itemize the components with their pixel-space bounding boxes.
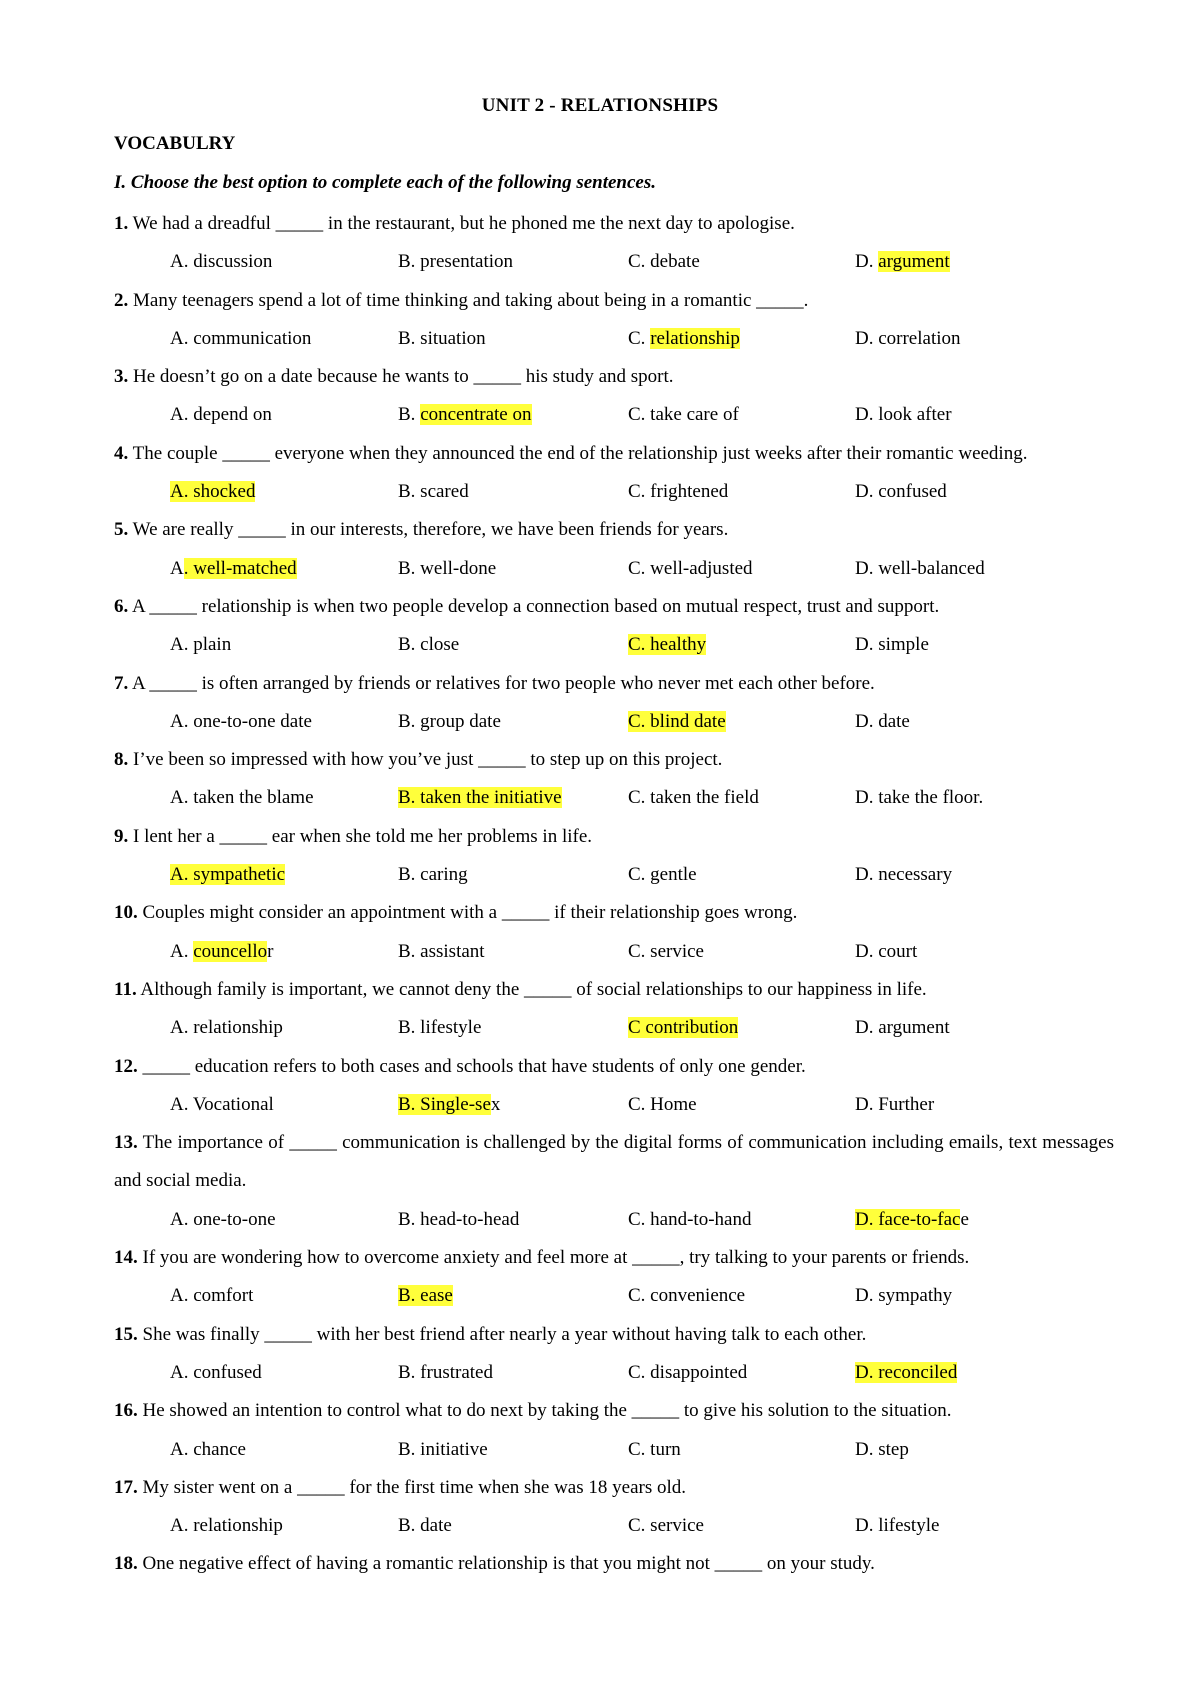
option-text: B. caring [398, 864, 468, 886]
option-row [114, 243, 1114, 281]
option-row [114, 396, 1114, 434]
option-b [398, 703, 501, 741]
option-text: B. situation [398, 327, 486, 349]
question-18 [114, 1545, 1114, 1583]
option-text: C. service [628, 940, 704, 962]
question-text: We had a dreadful _____ in the restaurant, but he phoned me the next day to apologise. [128, 213, 795, 234]
option-text: A. Vocational [170, 1093, 274, 1115]
question-7 [114, 665, 1114, 703]
option-d [855, 933, 917, 971]
question-text: The couple _____ everyone when they announced the end of the relationship just weeks after their romantic weeding. [128, 442, 1028, 464]
answer-highlight: B. ease [398, 1285, 453, 1307]
option-text: B. scared [398, 481, 469, 503]
option-a [170, 1507, 283, 1545]
answer-highlight: C contribution [628, 1017, 739, 1039]
option-text: D. look after [855, 404, 952, 426]
option-b [398, 550, 496, 588]
option-text-tail: r [267, 940, 274, 962]
answer-highlight: . well-matched [183, 557, 297, 579]
option-c [628, 243, 700, 281]
option-text: A. relationship [170, 1515, 283, 1537]
question-text: My sister went on a _____ for the first time when she was 18 years old. [137, 1476, 687, 1498]
question-17 [114, 1469, 1114, 1507]
question-number: 4. [114, 442, 129, 464]
option-text: C. service [628, 1515, 704, 1537]
option-text: D. Further [855, 1093, 935, 1115]
option-text: D. necessary [855, 864, 953, 886]
option-text: B. assistant [398, 940, 485, 962]
option-a [170, 856, 285, 894]
option-d [855, 703, 910, 741]
option-text: D. well-balanced [855, 557, 985, 579]
option-text: D. sympathy [855, 1285, 953, 1307]
question-number: 17. [114, 1476, 138, 1498]
question-text: I lent her a _____ ear when she told me her problems in life. [128, 825, 593, 847]
question-number: 7. [114, 672, 129, 694]
option-text: A. communication [170, 327, 312, 349]
option-c [628, 626, 706, 664]
question-number: 3. [114, 366, 129, 388]
option-b [398, 1354, 493, 1392]
option-text: D. correlation [855, 327, 961, 349]
option-text: A. [170, 940, 194, 962]
option-row [114, 626, 1114, 664]
option-text: C. hand-to-hand [628, 1208, 752, 1230]
option-text: B. head-to-head [398, 1208, 520, 1230]
question-8 [114, 741, 1114, 779]
option-c [628, 1009, 738, 1047]
option-d [855, 779, 983, 817]
option-c [628, 1086, 697, 1124]
option-d [855, 1201, 969, 1239]
option-d [855, 626, 929, 664]
option-d [855, 550, 985, 588]
answer-highlight: C. healthy [628, 634, 707, 656]
option-text: A. one-to-one date [170, 710, 312, 732]
option-c [628, 1431, 681, 1469]
answer-highlight: D. reconciled [855, 1361, 958, 1383]
option-c [628, 1507, 704, 1545]
option-a [170, 1009, 283, 1047]
option-text: D. take the floor. [855, 787, 984, 809]
option-a [170, 1431, 246, 1469]
question-number: 6. [114, 595, 129, 617]
question-number: 2. [114, 289, 129, 311]
option-row [114, 1431, 1114, 1469]
option-text: D. confused [855, 481, 947, 503]
option-row [114, 933, 1114, 971]
option-text-tail: x [490, 1093, 501, 1115]
option-text: A [170, 557, 184, 579]
option-text: A. plain [170, 634, 232, 656]
question-text: She was finally _____ with her best friend after nearly a year without having talk to each other. [137, 1323, 867, 1345]
option-text: A. comfort [170, 1285, 254, 1307]
option-b [398, 779, 562, 817]
answer-highlight: A. sympathetic [170, 864, 286, 886]
option-row [114, 1086, 1114, 1124]
question-text: Couples might consider an appointment with a _____ if their relationship goes wrong. [137, 902, 798, 924]
option-b [398, 1201, 519, 1239]
option-row [114, 856, 1114, 894]
option-c [628, 1277, 745, 1315]
question-text: A _____ relationship is when two people develop a connection based on mutual respect, trust and support. [128, 595, 940, 617]
option-b [398, 243, 513, 281]
option-text: A. depend on [170, 404, 272, 426]
question-text: We are really _____ in our interests, therefore, we have been friends for years. [128, 519, 729, 541]
question-text: If you are wondering how to overcome anxiety and feel more at _____, try talking to your parents or friends. [137, 1247, 970, 1269]
option-b [398, 856, 468, 894]
option-a [170, 703, 312, 741]
option-c [628, 856, 697, 894]
option-b [398, 933, 485, 971]
option-a [170, 779, 314, 817]
question-4 [114, 435, 1114, 473]
answer-highlight: B. taken the initiative [398, 787, 562, 809]
option-text: D. argument [855, 1017, 950, 1039]
option-text: B. date [398, 1515, 452, 1537]
option-text: C. taken the field [628, 787, 759, 809]
page-title: UNIT 2 - RELATIONSHIPS [481, 95, 719, 116]
option-a [170, 1277, 253, 1315]
option-row [114, 1277, 1114, 1315]
option-b [398, 1431, 488, 1469]
option-c [628, 320, 740, 358]
option-d [855, 396, 952, 434]
question-text: The importance of _____ communication is challenged by the digital forms of communication including emails, text messages and social media. [114, 1132, 1114, 1192]
option-text: A. discussion [170, 251, 273, 273]
question-number: 8. [114, 749, 129, 771]
option-c [628, 1201, 751, 1239]
option-b [398, 1086, 500, 1124]
question-number: 5. [114, 519, 129, 541]
option-text: B. lifestyle [398, 1017, 482, 1039]
option-d [855, 320, 961, 358]
option-d [855, 1507, 939, 1545]
option-text: D. simple [855, 634, 929, 656]
question-5 [114, 511, 1114, 549]
question-2 [114, 282, 1114, 320]
question-text: He doesn’t go on a date because he wants to _____ his study and sport. [128, 366, 674, 388]
option-text: C. frightened [628, 481, 729, 503]
option-d [855, 1277, 952, 1315]
option-c [628, 703, 726, 741]
option-row [114, 1507, 1114, 1545]
option-text: A. relationship [170, 1017, 283, 1039]
option-row [114, 703, 1114, 741]
option-text: C. debate [628, 251, 700, 273]
option-text: C. gentle [628, 864, 697, 886]
answer-highlight: relationship [650, 327, 740, 349]
question-3 [114, 358, 1114, 396]
question-1 [114, 205, 1114, 243]
option-text: C. convenience [628, 1285, 746, 1307]
answer-highlight: A. shocked [170, 481, 256, 503]
option-a [170, 1086, 274, 1124]
option-a [170, 473, 255, 511]
question-list [114, 205, 1114, 1584]
option-text: D. [855, 251, 879, 273]
question-13 [114, 1124, 1114, 1201]
option-text: D. step [855, 1438, 909, 1460]
option-text: B. well-done [398, 557, 497, 579]
option-text: B. presentation [398, 251, 514, 273]
question-number: 13. [114, 1132, 138, 1154]
option-row [114, 473, 1114, 511]
option-row [114, 550, 1114, 588]
question-11 [114, 971, 1114, 1009]
question-number: 18. [114, 1553, 138, 1575]
question-number: 16. [114, 1400, 138, 1422]
option-text: B. [398, 404, 421, 426]
option-text: C. well-adjusted [628, 557, 753, 579]
option-text: A. chance [170, 1438, 246, 1460]
option-text: D. date [855, 710, 910, 732]
question-text: Although family is important, we cannot deny the _____ of social relationships to our happiness in life. [136, 978, 927, 1000]
option-text: B. close [398, 634, 460, 656]
option-a [170, 1354, 262, 1392]
question-14 [114, 1239, 1114, 1277]
option-c [628, 550, 753, 588]
option-d [855, 1009, 950, 1047]
option-a [170, 1201, 276, 1239]
exercise-instruction: I. Choose the best option to complete each of the following sentences. [114, 172, 657, 193]
option-text: A. taken the blame [170, 787, 314, 809]
option-d [855, 243, 950, 281]
answer-highlight: argument [878, 251, 950, 273]
question-number: 15. [114, 1323, 138, 1345]
option-row [114, 1009, 1114, 1047]
question-text: Many teenagers spend a lot of time thinking and taking about being in a romantic _____. [128, 289, 809, 311]
option-c [628, 933, 704, 971]
option-text: C. disappointed [628, 1361, 748, 1383]
question-number: 9. [114, 825, 129, 847]
question-text: He showed an intention to control what to do next by taking the _____ to give his solution to the situation. [137, 1400, 952, 1422]
option-text: C. turn [628, 1438, 681, 1460]
answer-highlight: D. face-to-fac [855, 1208, 961, 1230]
option-a [170, 243, 272, 281]
option-d [855, 1354, 957, 1392]
question-text: _____ education refers to both cases and schools that have students of only one gender. [137, 1055, 806, 1077]
question-15 [114, 1316, 1114, 1354]
question-text: One negative effect of having a romantic relationship is that you might not _____ on your study. [137, 1553, 875, 1575]
question-9 [114, 818, 1114, 856]
option-row [114, 779, 1114, 817]
option-text-tail: e [960, 1208, 969, 1230]
answer-highlight: C. blind date [628, 710, 726, 732]
option-text: B. initiative [398, 1438, 488, 1460]
option-b [398, 1507, 452, 1545]
option-b [398, 396, 532, 434]
option-row [114, 1201, 1114, 1239]
section-heading: VOCABULRY [114, 133, 236, 154]
question-number: 11. [114, 978, 137, 1000]
question-6 [114, 588, 1114, 626]
question-12 [114, 1048, 1114, 1086]
option-b [398, 626, 459, 664]
question-number: 14. [114, 1247, 138, 1269]
question-number: 10. [114, 902, 138, 924]
option-c [628, 473, 728, 511]
option-b [398, 1277, 453, 1315]
option-d [855, 856, 952, 894]
option-text: B. group date [398, 710, 501, 732]
option-text: A. confused [170, 1361, 262, 1383]
option-a [170, 550, 297, 588]
option-c [628, 396, 739, 434]
option-text: C. take care of [628, 404, 739, 426]
option-a [170, 933, 273, 971]
option-text: A. one-to-one [170, 1208, 276, 1230]
option-d [855, 1086, 934, 1124]
question-16 [114, 1392, 1114, 1430]
question-number: 1. [114, 213, 129, 234]
option-d [855, 1431, 909, 1469]
option-text: D. lifestyle [855, 1515, 940, 1537]
option-d [855, 473, 947, 511]
option-text: C. Home [628, 1093, 697, 1115]
option-a [170, 396, 272, 434]
option-c [628, 779, 759, 817]
option-row [114, 320, 1114, 358]
question-number: 12. [114, 1055, 138, 1077]
option-b [398, 1009, 481, 1047]
option-b [398, 473, 469, 511]
question-10 [114, 894, 1114, 932]
question-text: A _____ is often arranged by friends or relatives for two people who never met each other before. [128, 672, 875, 694]
option-a [170, 626, 231, 664]
option-b [398, 320, 486, 358]
option-c [628, 1354, 747, 1392]
option-a [170, 320, 311, 358]
option-text: D. court [855, 940, 918, 962]
answer-highlight: B. Single-se [398, 1093, 491, 1115]
option-row [114, 1354, 1114, 1392]
option-text: C. [628, 327, 651, 349]
question-text: I’ve been so impressed with how you’ve just _____ to step up on this project. [128, 749, 723, 771]
answer-highlight: concentrate on [420, 404, 532, 426]
answer-highlight: councello [193, 940, 268, 962]
option-text: B. frustrated [398, 1361, 493, 1383]
